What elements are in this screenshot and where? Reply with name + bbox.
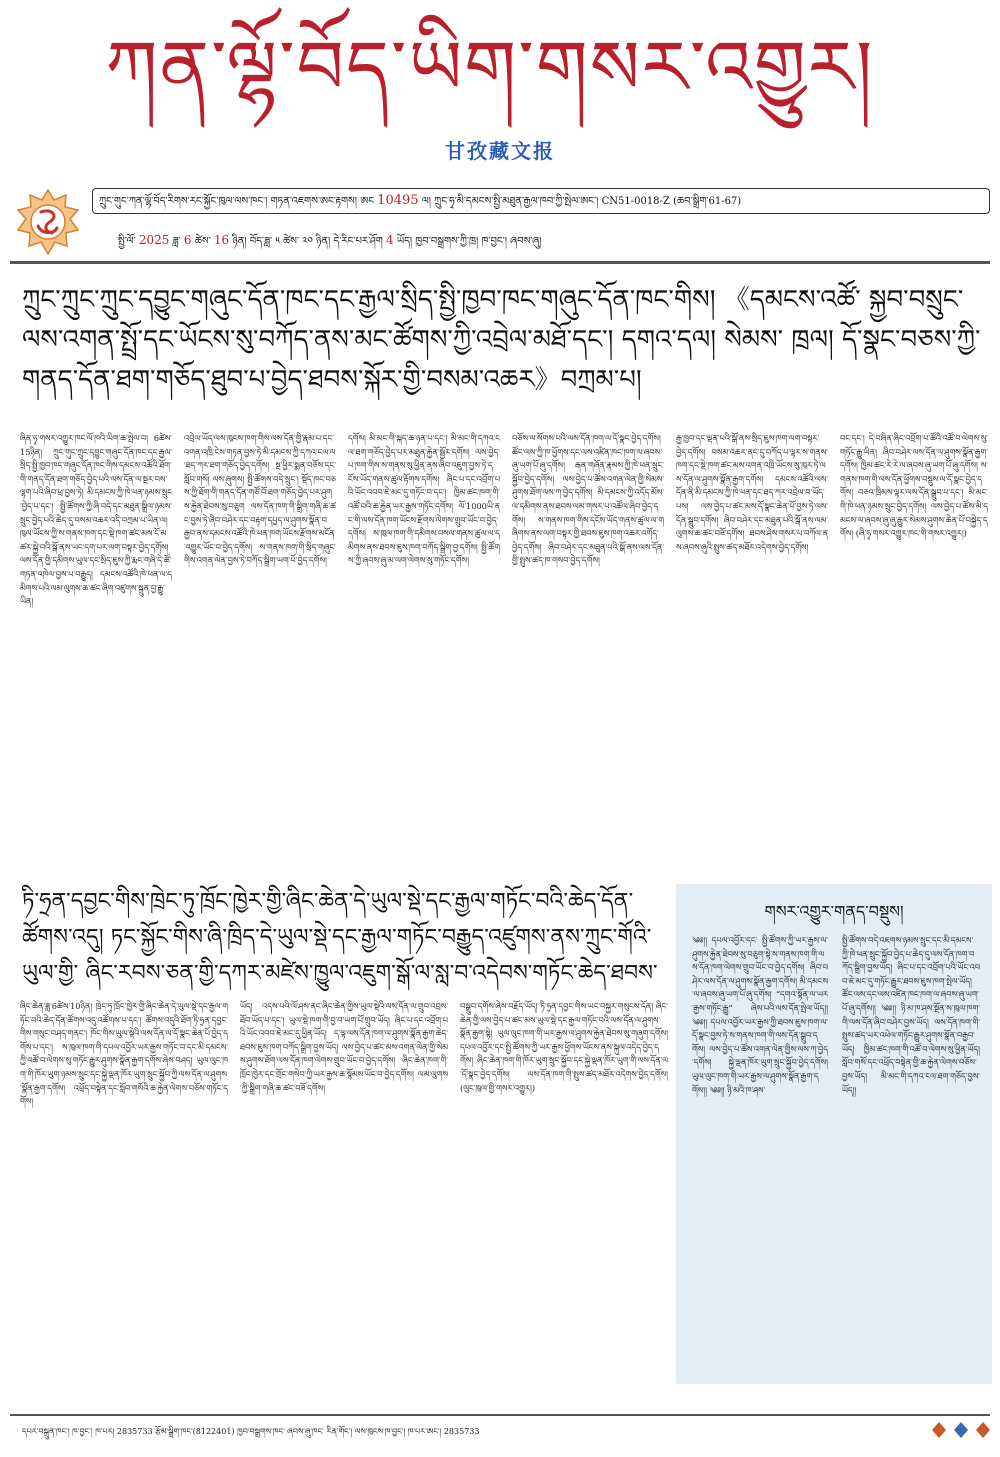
masthead-title: ཀན་ལྷོ་བོད་ཡིག་གསར་འགྱུར། (105, 25, 875, 111)
masthead-chinese-subtitle: 甘孜藏文报 (445, 139, 555, 163)
article1-column-1: ཞིན་ཧྭ་གསར་འགྱུར་ཁང་ལོ་ཁའི་ཡིག་ཆ་སྤེལ་བ། 6ཚེས་15ཉིན། ཀྲུང་གུང་ཀྲུང་དབྱུང་གཞུང་དོན་ཁང་དང་རྒྱལ་སྲིད་སྤྱི་ཁྱབ་ཁང་གཞུང་དོན་ཁང་གིས་དམངས་འཚོའི་ཐོག་གི་གནད་དོན་ཐག་གཅོད་བྱེད་པའི་ལས་དོན་ལ་སྔར་བས་ལྷག་པའི་ཞིབ་ཕྲ་བྱས་ཏེ། མི་དམངས་ཀྱི་ཁེ་ཕན་ཉམས་སྲུང་བྱེད་པ་དང་། སྤྱི་ཚོགས་ཀྱི་ཞི་བདེ་དང་མཐུན་སྒྲིལ་ཉམས་སྲུང་བྱེད་པའི་ཆེད་དུ་བསམ་འཆར་འདི་བཀྲམ་པ་ཡིན་ལ། ཁུལ་ཡོངས་ཀྱི་ས་གནས་ཁག་དང་སྡེ་ཁག་ཚང་མས་ངོ་མཚར་སྐྱེ་བའི་སྒོ་ནས་ཡང་དག་པར་ལག་བསྟར་བྱེད་དགོས། ལས་དོན་གྱི་དམིགས་ཡུལ་དང་སྲིད་ཇུས་ཀྱི་རྨང་གཞི་དེ་ཚོ་གཏན་འཁེལ་བྱས་པ་བརྒྱུད། དམངས་འཚོའི་ཁེ་ཕན་ལ་དམིགས་པའི་ལམ་ལུགས་ཆ་ཚང་ཞིག་འཛུགས་སྐྲུན་བྱ་རྒྱུ་ཡིན། (20, 433, 172, 607)
article1-column-3: དགོས། མི་མང་གི་སྐད་ཆ་ཉན་པ་དང་། མི་མང་གི་དཀའ་ངལ་ཐག་གཅོད་བྱེད་པར་མཐུན་རྐྱེན་སྦྱོར་དགོས། ལས་བྱེད་པ་ཁག་གིས་ས་གནས་སུ་ཕྱིན་ནས་ཞིབ་འཇུག་བྱས་ཏེ་དངོས་ཡོད་གནས་ཚུལ་རྟོགས་དགོས། ཞིང་པ་དང་འབྲོག་པའི་ཡོང་འབབ་ཇེ་མང་དུ་གཏོང་བ་དང་། ཁྱིམ་ཚང་ཁག་གི་འཚོ་བའི་ཆ་རྐྱེན་ཡར་རྒྱས་གཏོང་དགོས། ལོ་1000ཡི་ནང་གི་ལས་དོན་ཁག་ཡོངས་རྫོགས་ལེགས་གྲུབ་ཡོང་བ་བྱེད་དགོས། ས་ཁུལ་ཁག་གི་དམིགས་བསལ་གནས་ཚུལ་ལ་དམིགས་ནས་ཐབས་ཇུས་ཁག་བཀོད་སྒྲིག་བྱ་དགོས། སྤྱི་ཚོགས་ཀྱི་ཞབས་ཞུ་མ་ལག་ལེགས་སུ་གཏོང་དགོས། (348, 433, 500, 566)
article1-column-2: འབྲེལ་ཡོད་ལས་ཁུངས་ཁག་གིས་ལས་དོན་གྱི་རྣམ་པ་དང་འགན་འཁྲི་ངེས་གཏན་བྱས་ཏེ་མི་དམངས་ཀྱི་དཀའ་ངལ་ལ་ཐད་ཀར་ཐག་གཅོད་བྱེད་དགོས། སྔ་ཕྱིར་སྨན་བཅོས་དང་སློབ་གསོ། ལས་ཞུགས། སྤྱི་ཚོགས་བདེ་སྲུང་། སྡོད་ཁང་བཅས་ཀྱི་ཐོག་གི་གནད་དོན་གཙོ་བོ་ཐག་གཅོད་བྱེད་པར་ཤུགས་རྐྱེན་ཐེབས་སུ་བཅུག ལས་དོན་ཁག་གི་སྒྲིག་གཞི་ཆ་ཚང་བྱས་ཏེ་ཞིབ་བཤེར་དང་བརྟག་དཔྱད་ལ་ཤུགས་སྣོན་བརྒྱབ་ནས་དམངས་འཚོའི་ཁེ་ཕན་ཁག་ཡོངས་རྫོགས་མངོན་འགྱུར་ཡོང་བ་བྱེད་དགོས། ས་གནས་ཁག་གི་སྲིད་གཞུང་གིས་འགན་ལེན་བྱས་ཏེ་བཀོད་སྒྲིག་ཡག་པོ་བྱེད་དགོས། (184, 433, 336, 566)
article1-column-4: བཅོས་ལ་སོགས་པའི་ལས་དོན་ཁག་ལ་དོ་སྣང་བྱེད་དགོས། ཚོང་ལས་ཀྱི་ཁ་ཕྱོགས་དང་ལས་འཛིན་ཁང་ཁག་ལ་ཞབས་ཞུ་ཡག་པོ་ཞུ་དགོས། རྒན་གཞོན་རྣམས་ཀྱི་ཁེ་ཕན་སྲུང་སྐྱོབ་བྱེད་དགོས། ལས་བྱེད་པ་ཚོས་འགན་ལེན་གྱི་སེམས་ཤུགས་ཐོག་ལས་ཀ་བྱེད་དགོས། མི་དམངས་ཀྱི་འདོད་མོས་ལ་དམིགས་ནས་ཐབས་ལམ་གསར་པ་འཚོལ་ཞིབ་བྱེད་དགོས། ས་གནས་ཁག་གིས་དངོས་ཡོད་གནས་ཚུལ་ལ་གཞིགས་ནས་ལག་བསྟར་གྱི་ཐབས་ཇུས་ཁག་འཆར་འགོད་བྱེད་དགོས། ཞིབ་བཤེར་དང་མཐུན་པའི་སྒོ་ནས་ལས་དོན་གྱི་སྤུས་ཚད་ཁ་གསབ་བྱེད་དགོས། (512, 433, 664, 566)
masthead-divider (10, 261, 990, 264)
sidebar-column-1: ༄༅།། དཔལ་འབྱོར་དང་ སྤྱི་ཚོགས་ཀྱི་ཡར་རྒྱས་ལ་ཤུགས་རྐྱེན་ཐེབས་སུ་བཅུག་སྟེ་ས་གནས་ཁག་གི་ལས་དོན་ཁག་ལེགས་གྲུབ་ཡོང་བ་བྱེད་དགོས། ཞིབ་བཤེར་ལས་དོན་ལ་ཤུགས་སྣོན་རྒྱག་དགོས། མི་དམངས་ལ་ཞབས་ཞུ་ཡག་པོ་ཞུ་དགོས། “དགའ་སྟོན་ལ་ཡར་རྒྱས་གཏོང་རྒྱུ” ཞེས་པའི་ལས་དོན་སྤེལ་ཡོད།། ༄༅།། དཔལ་འབྱོར་ཡར་རྒྱས་ཀྱི་ཐབས་ཇུས་ཁག་ལ་དོ་སྣང་བྱས་ཏེ་ས་གནས་ཁག་གི་ལས་དོན་སྒྲུབ་དགོས། ལས་བྱེད་པ་ཚོས་འགན་ལེན་གྱིས་ལས་ཀ་བྱེད་དགོས། སྐྱེ་ལྡན་ཁོར་ཡུག་སྲུང་སྐྱོབ་བྱེད་དགོས། ཡུལ་ལུང་ཁག་གི་ཡར་རྒྱས་ལ་ཤུགས་སྣོན་རྒྱག་དགོས།། ༄༅།། ཉི་མའི་ཁ་ཤས་ (692, 935, 828, 1095)
footer-imprint: དཔར་བསྐྲུན་ཁང་། ཁ་བྱང་། ཁ་པར། 2835733 རྩོམ་སྒྲིག་ཁང་(8122401) ཁྱབ་བསྒྲགས་ཁང་ ཞབས་ཞུ་ཁང་ རིན་གོང་། ལས་ཁུངས་ཁ་བྱང་། ཁ་པར་ཨང་། 2835733 (22, 1427, 480, 1436)
date-day: 16 (213, 233, 230, 247)
tibetan-calendar-date: ཉིན། བོད་ཟླ་ ༥ ཚེས་ ༢༠ ཉིན། (232, 236, 331, 247)
registration-info: ལ། ཀྲུང་ཧྭ་མི་དམངས་སྤྱི་མཐུན་རྒྱལ་ཁབ་ཀྱི་སྤེལ་ཨང་། (421, 196, 599, 207)
issue-number: 10495 (377, 193, 419, 208)
publisher-info: ཀྲུང་གུང་ཀན་ལྷོ་བོད་རིགས་རང་སྐྱོང་ཁུལ་ལས་ཁང་། གཏན་འཇགས་ཨང་རྟགས། ཨང (99, 196, 374, 207)
date-row (118, 232, 988, 250)
article1-headline: ཀྲུང་ཀྲུང་ཀྲུང་དབྱུང་གཞུང་དོན་ཁང་དང་རྒྱལ་སྲིད་སྤྱི་ཁྱབ་ཁང་གཞུང་དོན་ཁང་གིས། 《དམངས་འཚོ་ སྐྱབ་བསྲུང་ལས་འགན་སྤྲོ་དང་ཡོངས་སུ་བཀོད་ནས་མང་ཚོགས་ཀྱི་འབྲེལ་མཐོ་དང་། དགའ་དལ། སེམས་ ཁྲལ། དོ་སྣང་བཅས་ཀྱི་གནད་དོན་ཐག་གཅོད་ཐུབ་པ་བྱེད་ཐབས་སྐོར་གྱི་བསམ་འཆར》བཀྲམ་པ། (22, 285, 981, 395)
footer-divider (10, 1414, 990, 1416)
cn-code: CN51-0018-Z (601, 196, 670, 207)
sidebar-title: གསར་འགྱུར་གནད་བསྡུས། (764, 902, 904, 921)
date-month: 6 (183, 233, 192, 247)
footer-decoration-icon (928, 1418, 994, 1442)
postal-code: (ཆབ་སྒྲིག་61-67) (673, 196, 742, 207)
article2-column-2: ཡོད། འདས་པའི་ལོ་ཤས་ནང་ཞིང་ཆེན་གྱིས་ཡུལ་སྡེའི་ལས་དོན་ལ་གྲུབ་འབྲས་ཐོབ་ཡོད་པ་དང་། ཡུལ་སྡེ་ཁག་གི་བྱ་བ་ཡག་པོ་གྲུབ་ཡོད། ཞིང་པ་དང་འབྲོག་པའི་ཡོང་འབབ་ཇེ་མང་དུ་ཕྱིན་ཡོད། ད་ལྟ་ལས་དོན་ཁག་ལ་ཤུགས་སྣོན་རྒྱག་ཆེད་ཐབས་ཇུས་ཁག་བཀོད་སྒྲིག་བྱས་ཡོད། ལས་བྱེད་པ་ཚང་མས་འགན་ལེན་གྱི་སེམས་ཤུགས་ཐོག་ལས་དོན་ཁག་ལེགས་གྲུབ་ཡོང་བ་བྱེད་དགོས། ཞིང་ཆེན་ཁག་གི་ཁྲོང་ཁྱེར་དང་གྲོང་གསེབ་ཀྱི་ཡར་རྒྱས་ཆ་སྙོམས་ཡོང་བ་བྱེད་དགོས། ལམ་ལུགས་ཀྱི་སྒྲིག་གཞི་ཆ་ཚང་བཟོ་དགོས། (240, 1001, 448, 1093)
article2-headline: ཏི་ཧྲན་དབྱང་གིས་ཁྲེང་ཏུ་ཁྲོང་ཁྱེར་གྱི་ཞིང་ཆེན་དེ་ཡུལ་སྡེ་དང་རྒྱལ་གཏོང་བའི་ཆེད་དོན་ཚོགས་འདུ། ཏང་སྐྱོང་གིས་ཞི་ཁྲིད་དེ་ཡུལ་སྡེ་དང་རྒྱལ་གཏོང་བརྒྱུད་འཛུགས་ནས་ཀྲུང་གོའི་ཡུལ་གྱི་ ཞིང་རབས་ཅན་གྱི་དཀར་མཛེས་ཁྱུལ་འཇུག་སྒོ་ལ་སླ་བ་འདེབས་གཏོང་ཆེད་ཐབས་ (22, 889, 658, 986)
sidebar-column-2: སྤྱི་ཚོགས་བདེ་འཇགས་ཉམས་སྲུང་དང་མི་དམངས་ཀྱི་ཁེ་ཕན་སྲུང་སྐྱོབ་བྱེད་པ་ཆེད་དུ་ལས་དོན་ཁག་བཀོད་སྒྲིག་བྱས་ཡོད། ཞིང་པ་དང་འབྲོག་པའི་ཡོང་འབབ་ཇེ་མང་དུ་གཏོང་རྒྱུར་ཐབས་ཇུས་ཁག་སྤེལ་ཡོད། ཚོང་ལས་དང་ལས་འཛིན་ཁང་ཁག་ལ་ཞབས་ཞུ་ཡག་པོ་ཞུ་དགོས།། ༄༅།། ཉི་མ་ཁ་ཤས་སྔོན་ས་ཁུལ་ཁག་གི་ལས་དོན་ཞིབ་བཤེར་བྱས་ཡོད། ལས་དོན་ཁག་གི་སྤུས་ཚད་ཡར་འཕེལ་གཏོང་རྒྱུར་ཤུགས་སྣོན་བརྒྱབ་ཡོད། ཁྱིམ་ཚང་ཁག་གི་འཚོ་བ་ལེགས་སུ་ཕྱིན་ཡོད། སློབ་གསོ་དང་འཕྲོད་བསྟེན་གྱི་ཆ་རྐྱེན་ལེགས་བཅོས་བྱས་ཡོད། མི་མང་གི་དཀའ་ངལ་ཐག་གཅོད་བྱས་ཡོད།། (842, 935, 980, 1095)
pages-label: དེ་རིང་པར་ཤོག (333, 236, 383, 247)
date-year: 2025 (138, 233, 170, 247)
date-day-label: ཚེས་ (194, 236, 211, 247)
date-prefix: སྤྱི་ལོ་ (118, 236, 136, 247)
article2-column-1: ཞིང་ཆེན་ཟླ་6ཚེས་10ཉིན། ཁྲེང་ཏུ་ཁྲོང་ཁྱེར་གྱི་ཞིང་ཆེན་དེ་ཡུལ་སྡེ་དང་རྒྱལ་གཏོང་བའི་ཆེད་དོན་ཚོགས་འདུ་འཚོགས་པ་དང་། ཚོགས་འདུའི་ཐོག་ཏི་ཧྲན་དབྱང་གིས་གསུང་བཤད་གནང་། ཁོང་གིས་ཡུལ་སྡེའི་ལས་དོན་ལ་དོ་སྣང་ཆེན་པོ་བྱེད་དགོས་པ་དང་། ས་ཁུལ་ཁག་གི་དཔལ་འབྱོར་ཡར་རྒྱས་གཏོང་བ་དང་མི་དམངས་ཀྱི་འཚོ་བ་ལེགས་སུ་གཏོང་རྒྱུར་ཤུགས་སྣོན་རྒྱག་དགོས་ཞེས་བཤད། ཡུལ་ལུང་ཁག་གི་ཁོར་ཡུག་ཉམས་སྲུང་དང་སྐྱེ་ལྡན་ཁོར་ཡུག་སྲུང་སྐྱོབ་ཀྱི་ལས་དོན་ལ་ཤུགས་སྣོན་རྒྱག་དགོས། འཕྲོད་བསྟེན་དང་སློབ་གསོའི་ཆ་རྐྱེན་ལེགས་བཅོས་གཏོང་དགོས། (20, 1001, 228, 1107)
newspaper-logo-icon (14, 188, 82, 256)
publication-info-box (92, 188, 990, 214)
date-row-suffix: ཡོད། ཁྱབ་བསྒྲགས་ཀྱི་ཁྲ། ཁ་བྱང་། ཞབས་ཞུ། (396, 236, 542, 247)
article2-column-3: བསྒྲུབ་དགོས་ཞེས་བརྗོད་ཡོད། ཏི་ཧྲན་དབྱང་གིས་ཡང་བསྐྱར་གསུངས་དོན། ཞིང་ཆེན་གྱི་ལས་བྱེད་པ་ཚང་མས་ཡུལ་སྡེ་དང་རྒྱལ་གཏོང་བའི་ལས་དོན་ལ་ཤུགས་སྣོན་རྒྱག་སྟེ། ཡུལ་ལུང་ཁག་གི་ཡར་རྒྱས་ལ་ཤུགས་རྐྱེན་ཐེབས་སུ་གཞུག་དགོས། དཔལ་འབྱོར་དང་སྤྱི་ཚོགས་ཀྱི་ཡར་རྒྱས་ཕྱོགས་ཡོངས་ནས་སྐུལ་འདེད་བྱེད་དགོས། ཞིང་ཆེན་ཁག་གི་ཁོར་ཡུག་སྲུང་སྐྱོབ་དང་སྐྱེ་ལྡན་ཁོར་ཡུག་གི་ལས་དོན་ལ་དོ་སྣང་བྱེད་དགོས། ལས་དོན་ཁག་གི་སྤུས་ཚད་མཐོར་འདེགས་བྱེད་དགོས། (ལུང་ཁུལ་གྱི་གསར་འགྱུར།) (460, 1001, 668, 1093)
page-count: 4 (386, 233, 394, 247)
article1-column-6: བང་དང་། དེ་བཞིན་ཞིང་འབྲོག་པ་ཚོའི་འཚོ་བ་ལེགས་སུ་གཏོང་རྒྱུ་ཡིན། ཞིབ་བཤེར་ལས་དོན་ལ་ཤུགས་སྣོན་རྒྱག་དགོས། ཁྱིམ་ཚང་རེ་རེ་ལ་ཞབས་ཞུ་ཡག་པོ་ཞུ་དགོས། ས་གནས་ཁག་གི་ལས་དོན་ཕྱོགས་བསྡུས་ལ་དོ་སྣང་བྱེད་དགོས། བཅའ་ཁྲིམས་ལྟར་ལས་དོན་སྒྲུབ་པ་དང་། མི་མང་གི་ཁེ་ཕན་ཉམས་སྲུང་བྱེད་དགོས། ལས་བྱེད་པ་ཚོས་མི་དམངས་ལ་ཞབས་ཞུ་ཞུ་རྒྱུར་སེམས་ཤུགས་ཆེན་པོ་བསྐྱེད་དགོས། (ཞི་ཧྭ་གསར་འགྱུར་ཁང་གི་གསར་འགྱུར།) (840, 433, 988, 539)
date-month-label: ཟླ་ (172, 236, 181, 247)
article1-column-5: རྒྱ་ཁྱབ་དང་ལྡན་པའི་སྒོ་ནས་སྲིད་ཇུས་ཁག་ལག་བསྟར་བྱེད་དགོས། བསམ་འཆར་ནང་དུ་བཀོད་པ་ལྟར་ས་གནས་ཁག་དང་སྡེ་ཁག་ཚང་མས་འགན་འཁྲི་ཡོངས་སུ་ཁུར་ཏེ་ལས་དོན་ལ་ཤུགས་སྣོན་རྒྱག་དགོས། དམངས་འཚོའི་ལས་དོན་ནི་མི་དམངས་ཀྱི་ཁེ་ཕན་དང་ཐད་ཀར་འབྲེལ་བ་ཡོད་པས། ལས་བྱེད་པ་ཚང་མས་དོ་སྣང་ཆེན་པོ་བྱས་ཏེ་ལས་དོན་སྒྲུབ་དགོས། ཞིབ་བཤེར་དང་མཐུན་པའི་སྒོ་ནས་ལམ་ལུགས་ཆ་ཚང་བཟོ་དགོས། ཐབས་ཤེས་གསར་པ་བཀོལ་ནས་ཞབས་ཞུའི་སྤུས་ཚད་མཐོར་འདེགས་བྱེད་དགོས། (676, 433, 828, 552)
